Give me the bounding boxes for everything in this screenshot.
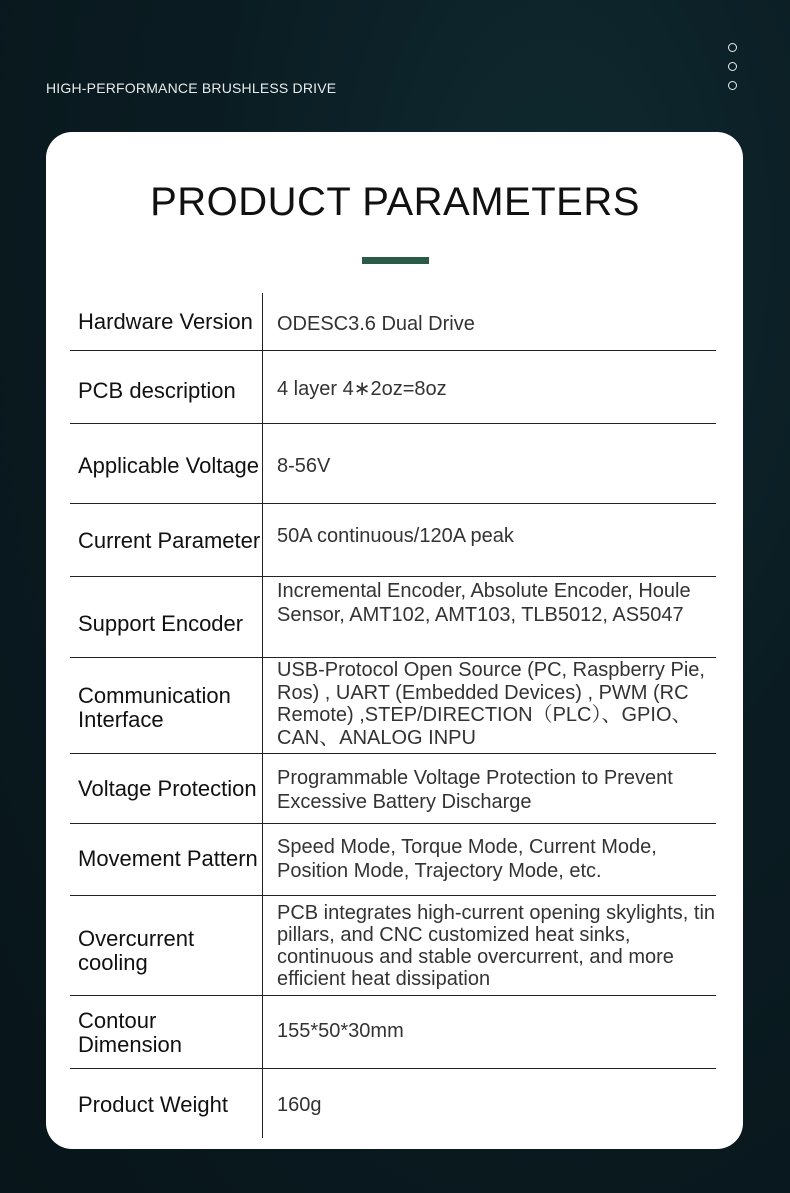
param-value: PCB integrates high-current opening skylights, tin pillars, and CNC customized heat sinks, continuous and stable overcurrent, and more efficient heat dissipation [277, 902, 716, 990]
table-row [70, 658, 716, 754]
table-row [70, 504, 716, 577]
param-label: Hardware Version [78, 308, 253, 334]
title-accent-bar [362, 257, 429, 264]
param-label: Overcurrent cooling [78, 926, 195, 975]
header-label: HIGH-PERFORMANCE BRUSHLESS DRIVE [46, 80, 337, 96]
param-label: PCB description [78, 378, 236, 403]
param-value: USB-Protocol Open Source (PC, Raspberry Pie, Ros) , UART (Embedded Devices) , PWM (RC Remote) ,STEP/DIRECTION（PLC）、GPIO、CAN、ANALOG INPU [277, 659, 705, 749]
param-label: Movement Pattern [78, 846, 258, 871]
table-row [70, 424, 716, 504]
param-label: Communication Interface [78, 683, 231, 732]
param-value: Programmable Voltage Protection to Prevent Excessive Battery Discharge [277, 767, 673, 813]
param-value: 50A continuous/120A peak [277, 525, 514, 547]
table-row [70, 1069, 716, 1138]
table-row [70, 896, 716, 996]
param-label: Current Parameter [78, 528, 261, 553]
table-row [70, 577, 716, 658]
table-row [70, 996, 716, 1069]
param-label: Voltage Protection [78, 776, 257, 801]
param-value: 8-56V [277, 455, 331, 477]
param-value: 155*50*30mm [277, 1020, 404, 1042]
table-row [70, 351, 716, 424]
param-value: 4 layer 4∗2oz=8oz [277, 378, 447, 400]
param-label: Support Encoder [78, 610, 244, 636]
param-value: Incremental Encoder, Absolute Encoder, Houle Sensor, AMT102, AMT103, TLB5012, AS5047 [277, 580, 691, 626]
param-value: 160g [277, 1094, 322, 1116]
dot-icon [728, 43, 737, 52]
table-row [70, 293, 716, 351]
table-row [70, 824, 716, 896]
param-label: Applicable Voltage [78, 452, 260, 478]
param-value: Speed Mode, Torque Mode, Current Mode, Position Mode, Trajectory Mode, etc. [277, 836, 657, 882]
dot-icon [728, 81, 737, 90]
param-label: Product Weight [78, 1092, 229, 1117]
dot-icon [728, 62, 737, 71]
param-label: Contour Dimension [78, 1007, 182, 1057]
param-value: ODESC3.6 Dual Drive [277, 312, 475, 335]
table-row [70, 754, 716, 824]
page-title: PRODUCT PARAMETERS [150, 180, 640, 224]
menu-dots-icon[interactable] [728, 43, 737, 100]
